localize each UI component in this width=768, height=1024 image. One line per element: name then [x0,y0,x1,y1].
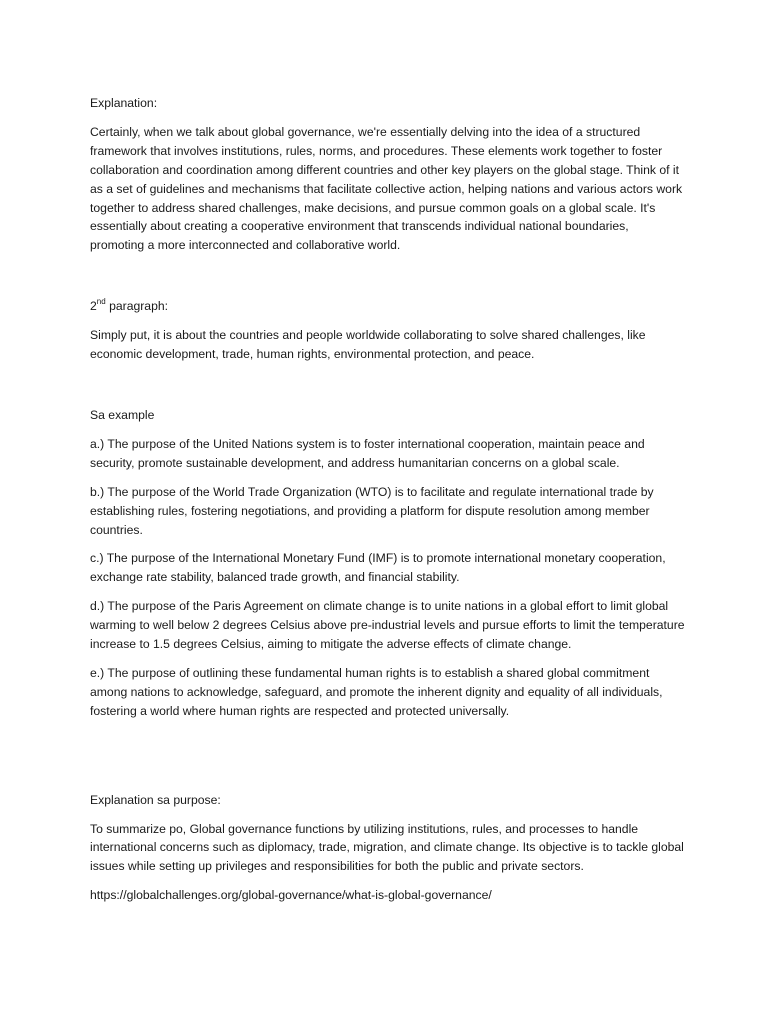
example-item-d: d.) The purpose of the Paris Agreement on climate change is to unite nations in a global effort to limit global warming to well below 2 degrees Celsius above pre-industrial levels and pursue efforts to limit the temperature increase to 1.5 degrees Celsius, aiming to mitigate the adverse effects of climate change. [90,599,685,652]
heading-ordinal-suffix: nd [96,297,106,307]
example-item-b: b.) The purpose of the World Trade Organization (WTO) is to facilitate and regulate international trade by establishing rules, fostering negotiations, and providing a platform for dispute resolution among member countries. [90,484,654,537]
purpose-explanation-heading: Explanation sa purpose: [90,792,221,807]
document-body [90,94,686,915]
example-item-e: e.) The purpose of outlining these fundamental human rights is to establish a shared global commitment among nations to acknowledge, safeguard, and promote the inherent dignity and equality of all individuals, fostering a world where human rights are respected and protected universally. [90,665,663,718]
example-heading: Sa example [90,407,155,422]
purpose-explanation-body: To summarize po, Global governance functions by utilizing institutions, rules, and processes to handle international concerns such as diplomacy, trade, migration, and climate change. Its objective is to tackle global issues while setting up privileges and responsibilities for both the public and private sectors. [90,821,684,874]
spacer [90,374,686,406]
spacer [90,731,686,791]
explanation-paragraph: Certainly, when we talk about global governance, we're essentially delving into the idea of a structured framework that involves institutions, rules, norms, and procedures. These elements work together to foster collaboration and coordination among different countries and other key players on the global stage. Think of it as a set of guidelines and mechanisms that facilitate collective action, helping nations and various actors work together to address shared challenges, make decisions, and pursue common goals on a global scale. It's essentially about creating a cooperative environment that transcends individual national boundaries, promoting a more interconnected and collaborative world. [90,124,683,253]
source-link[interactable]: https://globalchallenges.org/global-governance/what-is-global-governance/ [90,888,492,903]
second-paragraph-heading [90,297,686,316]
second-paragraph-body: Simply put, it is about the countries and people worldwide collaborating to solve shared challenges, like economic development, trade, human rights, environmental protection, and peace. [90,328,646,362]
heading-number: 2 [90,299,97,314]
spacer [90,265,686,297]
example-item-c: c.) The purpose of the International Monetary Fund (IMF) is to promote international monetary cooperation, exchange rate stability, balanced trade growth, and financial stability. [90,551,666,585]
heading-label: paragraph: [105,299,169,314]
explanation-heading: Explanation: [90,96,158,110]
example-item-a: a.) The purpose of the United Nations system is to foster international cooperation, maintain peace and security, promote sustainable development, and address humanitarian concerns on a global scale. [90,436,645,470]
